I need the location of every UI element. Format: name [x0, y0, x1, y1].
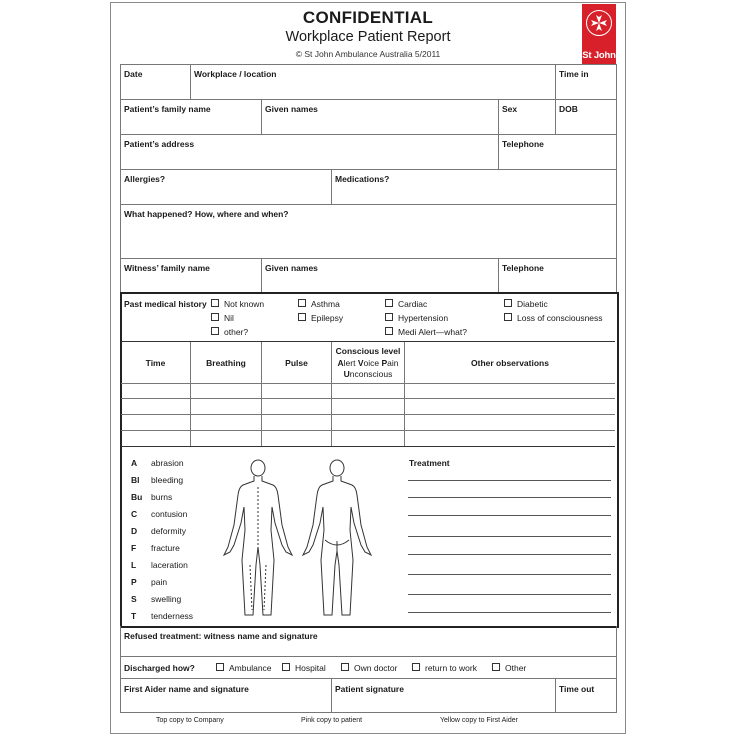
checkbox-icon[interactable] — [298, 313, 306, 321]
history-loss-of-consciousness[interactable]: Loss of consciousness — [504, 313, 603, 323]
discharge-label: Discharged how? — [124, 663, 195, 673]
checkbox-icon[interactable] — [211, 313, 219, 321]
legend-label: fracture — [151, 543, 180, 553]
legend-label: bleeding — [151, 475, 184, 485]
maltese-cross-icon — [590, 14, 608, 32]
legend-code: L — [131, 560, 137, 570]
legend-label: swelling — [151, 594, 182, 604]
legend-code: C — [131, 509, 138, 519]
patient-signature-label: Patient signature — [335, 684, 404, 694]
checkbox-icon[interactable] — [216, 663, 224, 671]
history-epilepsy[interactable]: Epilepsy — [298, 313, 343, 323]
date-label: Date — [124, 69, 143, 79]
checkbox-icon[interactable] — [385, 313, 393, 321]
checkbox-icon[interactable] — [492, 663, 500, 671]
treatment-line[interactable] — [408, 574, 611, 575]
legend-code: A — [131, 458, 138, 468]
checkbox-icon[interactable] — [385, 327, 393, 335]
legend-code: P — [131, 577, 137, 587]
legend-code: T — [131, 611, 137, 621]
discharge-hospital[interactable]: Hospital — [282, 663, 326, 673]
history-other[interactable]: other? — [211, 327, 248, 337]
legend-label: pain — [151, 577, 168, 587]
logo-text: St John — [582, 50, 616, 61]
legend-label: abrasion — [151, 458, 184, 468]
history-asthma[interactable]: Asthma — [298, 299, 340, 309]
obs-time-header: Time — [145, 358, 166, 368]
given-names-label: Given names — [265, 104, 318, 114]
body-front-icon — [224, 460, 292, 615]
sex-label: Sex — [502, 104, 518, 114]
legend-label: contusion — [151, 509, 188, 519]
legend-code: F — [131, 543, 137, 553]
what-happened-label: What happened? How, where and when? — [124, 209, 289, 219]
treatment-line[interactable] — [408, 515, 611, 516]
treatment-line[interactable] — [408, 594, 611, 595]
discharge-other[interactable]: Other — [492, 663, 526, 673]
witness-telephone-label: Telephone — [502, 263, 544, 273]
treatment-line[interactable] — [408, 497, 611, 498]
discharge-return-to-work[interactable]: return to work — [412, 663, 477, 673]
workplace-label: Workplace / location — [194, 69, 277, 79]
checkbox-icon[interactable] — [211, 299, 219, 307]
history-medi-alert[interactable]: Medi Alert—what? — [385, 327, 467, 337]
witness-given-names-label: Given names — [265, 263, 318, 273]
treatment-line[interactable] — [408, 612, 611, 613]
checkbox-icon[interactable] — [282, 663, 290, 671]
obs-conscious-header: Conscious level Alert Voice Pain Unconscious — [335, 346, 401, 379]
dob-label: DOB — [559, 104, 578, 114]
legend-label: tenderness — [151, 611, 194, 621]
time-in-label: Time in — [559, 69, 589, 79]
history-cardiac[interactable]: Cardiac — [385, 299, 427, 309]
checkbox-icon[interactable] — [412, 663, 420, 671]
history-nil[interactable]: Nil — [211, 313, 234, 323]
history-diabetic[interactable]: Diabetic — [504, 299, 548, 309]
legend-code: Bu — [131, 492, 143, 502]
checkbox-icon[interactable] — [298, 299, 306, 307]
footer-first-aider-copy: Yellow copy to First Aider — [440, 717, 518, 724]
history-not-known[interactable]: Not known — [211, 299, 264, 309]
checkbox-icon[interactable] — [504, 299, 512, 307]
checkbox-icon[interactable] — [211, 327, 219, 335]
refused-treatment-label: Refused treatment: witness name and signature — [124, 631, 318, 641]
family-name-label: Patient’s family name — [124, 104, 211, 114]
legend-code: Bl — [131, 475, 140, 485]
body-back-icon — [303, 460, 371, 615]
copyright-text: © St John Ambulance Australia 5/2011 — [295, 49, 441, 59]
telephone-label: Telephone — [502, 139, 544, 149]
obs-pulse-header: Pulse — [285, 358, 308, 368]
legend-code: D — [131, 526, 138, 536]
legend-label: deformity — [151, 526, 186, 536]
footer-patient-copy: Pink copy to patient — [301, 717, 363, 724]
st-john-logo — [582, 4, 616, 64]
checkbox-icon[interactable] — [504, 313, 512, 321]
time-out-label: Time out — [559, 684, 595, 694]
checkbox-icon[interactable] — [341, 663, 349, 671]
footer-company-copy: Top copy to Company — [156, 717, 224, 724]
address-label: Patient’s address — [124, 139, 195, 149]
treatment-line[interactable] — [408, 554, 611, 555]
treatment-label: Treatment — [409, 458, 450, 468]
witness-family-name-label: Witness’ family name — [124, 263, 210, 273]
treatment-line[interactable] — [408, 536, 611, 537]
legend-label: laceration — [151, 560, 188, 570]
checkbox-icon[interactable] — [385, 299, 393, 307]
discharge-own-doctor[interactable]: Own doctor — [341, 663, 397, 673]
legend-code: S — [131, 594, 137, 604]
obs-breathing-header: Breathing — [206, 358, 246, 368]
medications-label: Medications? — [335, 174, 390, 184]
treatment-line[interactable] — [408, 480, 611, 481]
body-diagram[interactable] — [215, 455, 385, 620]
allergies-label: Allergies? — [124, 174, 166, 184]
legend-label: burns — [151, 492, 173, 502]
history-hypertension[interactable]: Hypertension — [385, 313, 448, 323]
history-label: Past medical history — [124, 299, 207, 309]
discharge-ambulance[interactable]: Ambulance — [216, 663, 272, 673]
obs-other-header: Other observations — [471, 358, 549, 368]
form-subtitle: Workplace Patient Report — [285, 29, 451, 45]
form-title: CONFIDENTIAL — [302, 8, 434, 27]
first-aider-signature-label: First Aider name and signature — [124, 684, 249, 694]
